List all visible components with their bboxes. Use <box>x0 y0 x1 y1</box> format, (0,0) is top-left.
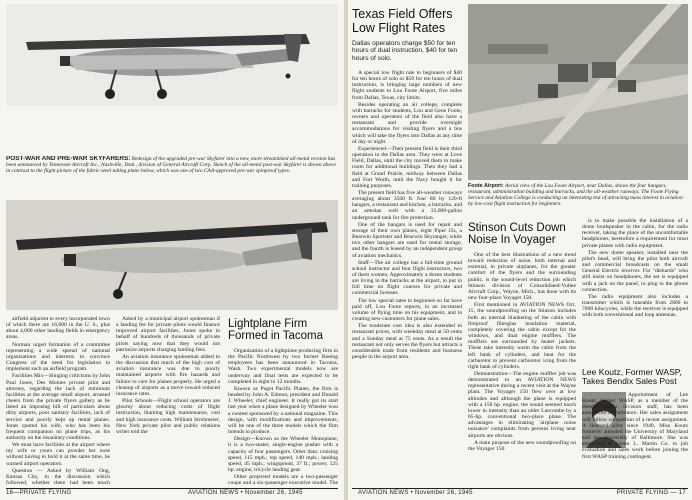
lightplane-article <box>228 348 338 486</box>
paragraph: First mentioned in AVIATION NEWS Oct. 15, the soundproofing on the Stinson includes both an internal blanketing of the cabin with fireproof fiberglas insulation material, completely covering the cabin except for the windows, and dual engine mufflers. The mufflers are surrounded by heater jackets. These take intensity warm the cabin from the left bank of cylinders, and heat for the carburetor to prevent carburetor icing from the right bank of cylinders. <box>468 302 576 370</box>
paragraph: Norman urged formation of a committee representing a wide spread of national organizations and interests to convince Congress of the need for legislation to implement such an airfield program. <box>6 341 110 373</box>
paragraph: Staff—The air college has a full-time ground school instructor and four flight instructors, two of them women. Approximately a dozen students are living in the barracks at the airport, to put in full time on flight courses for private and commercial licenses. <box>352 259 462 297</box>
paragraph: Experienced—Their present field is their third operation in the Dallas area. They were at Love Field, Dallas, until the city moved them to make room for additional buildings. Then they had a field at Grand Prairie, midway between Dallas and Fort Worth, until the Navy bought it for training purposes. <box>352 145 462 189</box>
paragraph: Question — Asked by William Ong, Kansas City, in the discussion which followed, whether there had been much <box>6 467 110 486</box>
paragraph: One of the best illustrations of a new trend toward reduction of noise, both internal and external, in private airplanes, for the greater comfort of the flyers and the surrounding public, is the sound-level reduction job which Stinson division of Consolidated-Vultee Aircraft Corp., Wayne, Mich., has done with its new four-place Voyager 150. <box>468 252 576 302</box>
stinson-column-2 <box>582 218 688 358</box>
skyfarer-caption <box>6 156 338 204</box>
caption-title: POST-WAR AND PRE-WAR SKYFARERS: <box>6 156 131 162</box>
texas-deck: Dallas operators charge $50 for ten hours of dual instruction, $40 for ten hours of solo. <box>352 40 458 62</box>
postwar-skyfarer-sketch <box>6 4 338 106</box>
paragraph: The moderate cost idea is also extended to restaurant prices, with weekday meal at 50 cents and a Sunday meal at 75 cents. As a result the restaurant not only serves the flyers but attracts a considerable trade from residents and business people in the airport area. <box>352 323 462 361</box>
right-footer-folio: PRIVATE FLYING — 17 <box>616 490 686 496</box>
texas-headline: Texas Field Offers Low Flight Rates <box>352 8 453 35</box>
airplane-photo-icon <box>6 200 338 310</box>
caption-title: Foote Airport: <box>468 183 504 189</box>
paragraph: Besides operating an air college, complete with barracks for students, Lou and Gene Foote, owners and operators of the field also have a restaurant and provide overnight accommodations for visiting flyers and a bus which will take the flyers into Dallas at any time of day or night. <box>352 101 462 145</box>
left-page <box>0 0 344 500</box>
lightplane-headline: Lightplane Firm Formed in Tacoma <box>228 318 324 343</box>
paragraph: Other projected models are a two-passenger coupe and a six-passenger executive model. The <box>228 474 338 486</box>
caption-text: Aerial view of the Lou Foote Airport, near Dallas, shows the four hangars, restaurant, administration building and barracks, and the all-weather runways. The Foote Flying Service and Aviation College is conducting an interesting test of attracting mass interest in aviation by low-cost flight instruction for beginners. <box>468 183 683 207</box>
left-footer-issue: AVIATION NEWS • November 26, 1945 <box>188 490 303 496</box>
foote-airport-caption <box>468 183 688 213</box>
stinson-column-1 <box>468 252 576 486</box>
paragraph: Facilities Mix—Slinging criticisms by John Paul Jones, Des Moines private pilot and attorney, regarding the lack of minimum facilities at the average small airport, aroused cheers from the private flyers gallery as he listed an imposing bill of particulars about dirty airports, poor sanitary facilities, lack of service and poorly kept up rental planes. Jones quoted his wife, who has been his frequent companion on plane trips, as his authority on the insanitary conditions. <box>6 373 110 441</box>
footer-rule <box>6 488 338 489</box>
right-page <box>348 0 692 500</box>
airplane-sketch-icon <box>6 4 338 106</box>
foote-airport-aerial-photo <box>468 4 688 180</box>
footer-rule <box>352 488 688 489</box>
paragraph: The low special rates to beginners so far have paid off, Lou Foote reports, in an increased volume of flying time on his equipment, and in creating new customers for plane sales. <box>352 297 462 323</box>
paragraph: airfield adjacent to every incorporated town of which there are 16,000 in the U. S., plus about 4,000 other landing fields in emergency areas. <box>6 316 110 341</box>
aerial-view-icon <box>468 4 688 180</box>
paragraph: The radio equipment also includes a transmitter which is tuneable from 2800 to 7000 kilocycles, while the receiver is equipped with both conventional and loop antennas. <box>582 293 688 319</box>
paragraph: Organization of a lightplane producing firm in the Pacific Northwest by two former Boeing employees has been announced in Tacoma, Wash. Two experimental models now are underway and final tests are expected to be completed in eight to 12 months. <box>228 348 338 385</box>
paragraph: The present field has five all-weather runways averaging about 3500 ft. four 80 by 120-ft hangars, a restaurant and kitchen, a barracks, and an arteslan well with a 33,000-gallon underground tank for fire protection. <box>352 189 462 221</box>
paragraph: An aviation insurance spokesman added to the discussion that much of the high cost of aviation insurance was due to poorly maintained airports with fire hazards and failure to care for planes properly. He urged a cleanup of airports as a move toward reduced insurance rates. <box>116 353 220 397</box>
left-footer-folio: 16—PRIVATE FLYING <box>6 490 72 496</box>
paragraph: Known as Puget Pacific Planes, the firm is headed by John A. Edmon, president and Donald J. Wheeler, chief engineer. It really got its start last year when a plane designed by Wheeler won a contest sponsored by a national magazine. This design, with modifications and improvements, will be one of the three models which the firm intends to produce. <box>228 385 338 436</box>
right-footer-issue: AVIATION NEWS • November 26, 1945 <box>358 490 473 496</box>
paragraph: Pilot Schools—Flight school operators are gloomy about reducing costs of flight instruction, blaming high maintenance, cost and high insurance costs. William Strohmeier, New York private pilot and public relations writer told the <box>116 398 220 435</box>
paragraph: A main purpose of the new soundproofing on the Voyager 150 <box>468 439 576 452</box>
paragraph: Asked by a municipal airport spokesman if a landing fee for private pilots would finance improved airport facilities, Jones spoke in behalf of hundreds of thousands of private pilots saying now that they would not patronize airports charging landing fees. <box>116 316 220 353</box>
wasp-article <box>582 392 688 486</box>
paragraph: The new dome speaker, installed near the pilot's head, will bring the pilot both aircraft and commercial broadcasts on the small General Electric receiver. For "diehards" who still insist on headphones, the set is equipped with a jack on the panel, to plug in the phone connection. <box>582 249 688 293</box>
paragraph: A special low flight rate to beginners of $40 for ten hours of solo or $50 for ten hours of dual instruction, is bringing large numbers of new flight students to Lou Foote Airport, five miles from Dallas, Texas, city limits. <box>352 70 462 101</box>
paragraph: One of the hangars is used for repair and storage of their own planes, eight Piper J3s, a Bearwin Sportster and Bearwin Skyranger, while two other hangars are used for rental storage, and the fourth is leased by an independent group of aviation mechanics. <box>352 221 462 259</box>
paragraph: We must have facilities at the airport where my wife or yours can powder her nose without having to hold it at the same time, he warned airport operators. <box>6 442 110 467</box>
stinson-headline <box>468 222 576 247</box>
paragraph: Demonstration—The engine muffler job was demonstrated to an AVIATION NEWS representative during a recent visit at the Wayne plant. The Voyager 150 flew over at low altitudes and although the plane is equipped with a 150 hp. engine, the sound seemed much lower in intensity than an older Luscombe by a 65-hp. conventional two-place plane. The advantages in eliminating 'airplane noise nuisance' complaints from persons living near airports are obvious. <box>468 370 576 439</box>
texas-column <box>352 70 462 486</box>
prewar-skyfarer-photo <box>6 200 338 310</box>
left-column-1 <box>6 316 110 486</box>
paragraph: is to make possible the installation of a dome loudspeaker in the cabin, for the radio receiver, taking the place of the uncomfortable headphones, heretofore a requirement for most private planes with radio equipment. <box>582 218 688 249</box>
paragraph: Appointment of Lee Koutz, former WASP, as a member of the Bendix Radio division staff, has been announced at Baltimore. Her sales assignment will follow completion of a recent assignment. A licensed pilot since 1940, Miss Koutz formerly attended the University of Maryland and the University of Baltimore. She was employed at Glenn L. Martin Co. in job evaluation and sales work before joining the first WASP training contingent. <box>582 392 688 460</box>
wasp-headline: Lee Koutz, Former WASP, Takes Bendix Sales Post <box>582 368 682 387</box>
caption-text: Redesign of the upgraded pre-war Skyfarer into a new, more streamlined all-metal version has been announced by Tennessee Aircraft Inc., Nashville, Tenn., division of General Aircraft Corp. Sketch of the all-metal post-war Skyfarer is shown above in contrast to the flight picture of the fabric-steel tubing plane below, which was one of two CAA-approved pre-war spinproof types. <box>6 156 336 174</box>
paragraph: Design—Known as the Wheeler Monoplane, it is a two-seater, single-engine pusher with a capacity of four passengers. Other data: cruising speed, 115 mph.; top speed, 140 mph.; landing speed, 45 mph.; wingspread, 37 ft.; power, 125 hp. engine, tricycle landing gear. <box>228 436 338 473</box>
stinson-headline-text: Stinson Cuts Down Noise In Voyager <box>468 222 566 247</box>
left-column-2 <box>116 316 220 486</box>
